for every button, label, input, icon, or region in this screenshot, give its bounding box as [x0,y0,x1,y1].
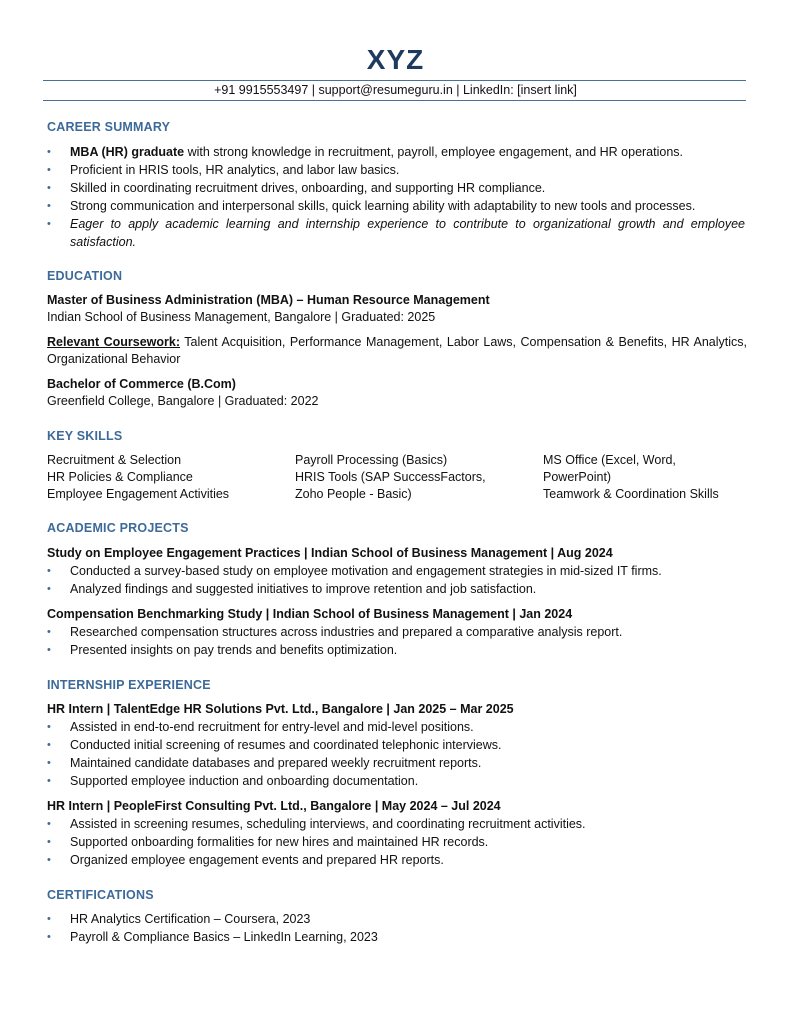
summary-item-text: Eager to apply academic learning and internship experience to contribute to organizational growth and employee satisfaction. [70,217,745,249]
certification-item-text: HR Analytics Certification – Coursera, 2023 [70,912,311,926]
bullet-dot-icon: • [47,626,51,638]
mba-school: Indian School of Business Management, Bangalore | Graduated: 2025 [47,310,436,324]
skill-item: Payroll Processing (Basics) [295,453,448,467]
section-title-career-summary: CAREER SUMMARY [47,120,171,134]
section-title-education: EDUCATION [47,269,123,283]
skill-item: HRIS Tools (SAP SuccessFactors, [295,470,486,485]
internship-heading: HR Intern | PeopleFirst Consulting Pvt. Ltd., Bangalore | May 2024 – Jul 2024 [47,799,501,813]
internship-item-text: Supported employee induction and onboarding documentation. [70,774,419,788]
bullet-dot-icon: • [47,913,51,925]
bullet-dot-icon: • [47,775,51,787]
bullet-dot-icon: • [47,836,51,848]
bullet-dot-icon: • [47,721,51,733]
coursework-text: Talent Acquisition, Performance Management, Labor Laws, Compensation & Benefits, HR Analytics, Organizational Behavior [47,335,747,366]
project-item-text: Researched compensation structures across industries and prepared a comparative analysis report. [70,625,623,639]
header-bottom-rule [43,100,746,101]
bullet-dot-icon: • [47,931,51,943]
bullet-dot-icon: • [47,182,51,194]
candidate-name: XYZ [366,44,425,75]
bullet-dot-icon: • [47,146,51,158]
section-title-academic-projects: ACADEMIC PROJECTS [47,521,189,535]
internship-item-text: Assisted in screening resumes, scheduling interviews, and coordinating recruitment activities. [70,817,586,831]
bullet-dot-icon: • [47,218,51,230]
bcom-degree: Bachelor of Commerce (B.Com) [47,377,236,391]
bullet-dot-icon: • [47,644,51,656]
skill-item: HR Policies & Compliance [47,470,193,485]
project-item-text: Conducted a survey-based study on employee motivation and engagement strategies in mid-sized IT firms. [70,564,662,578]
project-item-text: Analyzed findings and suggested initiatives to improve retention and job satisfaction. [70,582,537,596]
skill-item: Teamwork & Coordination Skills [543,487,719,502]
internship-item-text: Assisted in end-to-end recruitment for entry-level and mid-level positions. [70,720,474,734]
summary-item-text: Skilled in coordinating recruitment drives, onboarding, and supporting HR compliance. [70,181,546,195]
skill-item: Employee Engagement Activities [47,487,230,502]
internship-item-text: Maintained candidate databases and prepared weekly recruitment reports. [70,756,482,770]
internship-item-text: Conducted initial screening of resumes and coordinated telephonic interviews. [70,738,502,752]
bullet-dot-icon: • [47,818,51,830]
summary-item-text: Proficient in HRIS tools, HR analytics, and labor law basics. [70,163,400,177]
coursework-label: Relevant Coursework: [47,335,181,349]
contact-line: +91 9915553497 | support@resumeguru.in | LinkedIn: [insert link] [214,83,577,97]
header-top-rule [43,80,746,81]
mba-degree: Master of Business Administration (MBA) – Human Resource Management [47,293,490,307]
project-heading: Study on Employee Engagement Practices | Indian School of Business Management | Aug 2024 [47,546,613,560]
bullet-dot-icon: • [47,583,51,595]
summary-item-bold: MBA (HR) graduate [70,145,185,159]
project-item-text: Presented insights on pay trends and benefits optimization. [70,643,398,657]
project-heading: Compensation Benchmarking Study | Indian School of Business Management | Jan 2024 [47,607,573,621]
bcom-school: Greenfield College, Bangalore | Graduated: 2022 [47,394,319,408]
certification-item-text: Payroll & Compliance Basics – LinkedIn Learning, 2023 [70,930,378,944]
bullet-dot-icon: • [47,854,51,866]
bullet-dot-icon: • [47,565,51,577]
bullet-dot-icon: • [47,164,51,176]
skills-column-2 [295,452,486,504]
relevant-coursework [47,334,747,368]
skills-column-1 [47,452,229,504]
summary-item-text: Strong communication and interpersonal skills, quick learning ability with adaptability to new tools and processes. [70,199,696,213]
skill-item: Recruitment & Selection [47,453,182,467]
bullet-dot-icon: • [47,739,51,751]
section-title-certifications: CERTIFICATIONS [47,888,154,902]
section-title-key-skills: KEY SKILLS [47,429,123,443]
section-title-internship: INTERNSHIP EXPERIENCE [47,678,211,692]
internship-item-text: Supported onboarding formalities for new hires and maintained HR records. [70,835,489,849]
skill-item: Zoho People - Basic) [295,487,412,502]
bullet-dot-icon: • [47,757,51,769]
bullet-dot-icon: • [47,200,51,212]
summary-item-text: with strong knowledge in recruitment, payroll, employee engagement, and HR operations. [184,145,684,159]
skill-item: MS Office (Excel, Word, [543,453,676,467]
internship-heading: HR Intern | TalentEdge HR Solutions Pvt. Ltd., Bangalore | Jan 2025 – Mar 2025 [47,702,514,716]
skill-item: PowerPoint) [543,470,612,485]
internship-item-text: Organized employee engagement events and prepared HR reports. [70,853,444,867]
skills-column-3 [543,452,719,504]
